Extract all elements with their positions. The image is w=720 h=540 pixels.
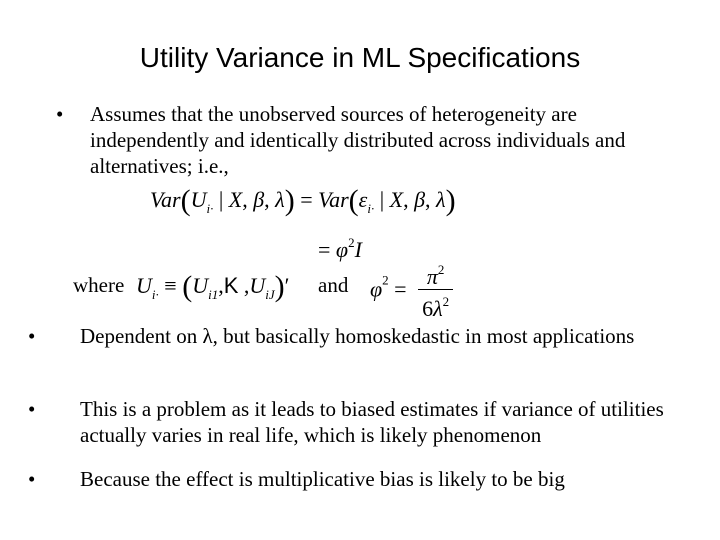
bullet-text-problem: This is a problem as it leads to biased estimates if variance of utilities actually varies in real life, which is likely phenomenon [80, 397, 664, 447]
variance-equation-line1: $Var(U_{i\cdot}$ | X, β, $\lambda) = Var(\varepsilon_{i\cdot}$ | X, β, λ) [150, 184, 456, 217]
bullet-text-multiplicative: Because the effect is multiplicative bias is likely to be big [80, 467, 565, 491]
bullet-marker: • [28, 324, 36, 348]
utility-vector-definition: $U_{i\cdot} \equiv (U_{i1},K$ $,U_{iJ})'$ [136, 270, 290, 303]
page-title: Utility Variance in ML Specifications [139, 42, 581, 73]
where-label: where [73, 273, 125, 297]
bullet-text-dependent: Dependent on λ, but basically homoskedastic in most applications [80, 324, 635, 348]
bullet-marker: • [28, 397, 36, 421]
bullet-marker: • [28, 467, 36, 491]
bullet-marker: • [56, 102, 64, 126]
phi-definition: $\varphi^2$ = $\frac{\pi^2}{6\lambda^2}$ [370, 258, 453, 321]
and-label: and [318, 273, 349, 297]
variance-equation-line2: = $\varphi^2I$ [318, 235, 362, 262]
bullet-text-assumes: Assumes that the unobserved sources of heterogeneity are independently and identically distributed across individuals and alternatives; i.e., [90, 102, 626, 178]
